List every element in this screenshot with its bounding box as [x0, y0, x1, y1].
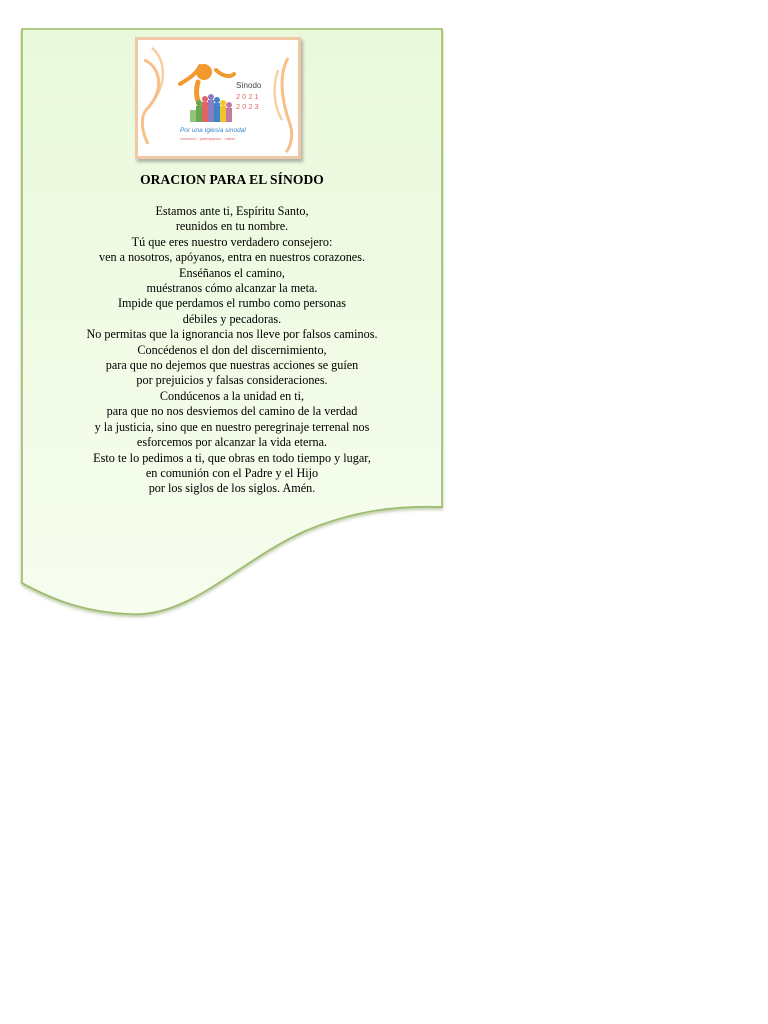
svg-text:Por una Iglesia sinodal: Por una Iglesia sinodal	[180, 127, 246, 134]
prayer-line: Condúcenos a la unidad en ti,	[159, 388, 305, 403]
prayer-text	[22, 204, 442, 497]
prayer-line: Enséñanos el camino,	[179, 265, 285, 280]
prayer-line: en comunión con el Padre y el Hijo	[145, 465, 319, 480]
synod-logo	[135, 37, 301, 159]
prayer-line: por los siglos de los siglos. Amén.	[148, 481, 316, 496]
prayer-line: Esto te lo pedimos a ti, que obras en todo tiempo y lugar,	[93, 450, 371, 465]
prayer-line: débiles y pecadoras.	[182, 311, 282, 326]
document-title: ORACION PARA EL SÍNODO	[140, 172, 324, 187]
prayer-line: esforcemos por alcanzar la vida eterna.	[136, 435, 328, 450]
prayer-line: Tú que eres nuestro verdadero consejero:	[131, 234, 333, 249]
prayer-line: reunidos en tu nombre.	[175, 219, 289, 234]
prayer-line: ven a nosotros, apóyanos, entra en nuestros corazones.	[98, 250, 365, 265]
prayer-line: muéstranos cómo alcanzar la meta.	[146, 281, 318, 296]
prayer-line: y la justicia, sino que en nuestro peregrinaje terrenal nos	[94, 419, 370, 434]
prayer-line: por prejuicios y falsas consideraciones.	[136, 373, 328, 388]
svg-text:2021: 2021	[236, 92, 261, 101]
prayer-line: para que no nos desviemos del camino de la verdad	[106, 404, 358, 419]
prayer-line: Impide que perdamos el rumbo como personas	[117, 296, 347, 311]
prayer-line: Estamos ante ti, Espíritu Santo,	[155, 204, 309, 218]
prayer-line: para que no dejemos que nuestras acciones se guíen	[105, 358, 359, 373]
prayer-line: Concédenos el don del discernimiento,	[137, 342, 327, 357]
svg-text:Sínodo: Sínodo	[236, 81, 262, 90]
svg-text:2023: 2023	[236, 102, 261, 111]
prayer-line: No permitas que la ignorancia nos lleve por falsos caminos.	[86, 327, 378, 342]
svg-text:comunión · participación · mis: comunión · participación · misión	[180, 137, 236, 141]
